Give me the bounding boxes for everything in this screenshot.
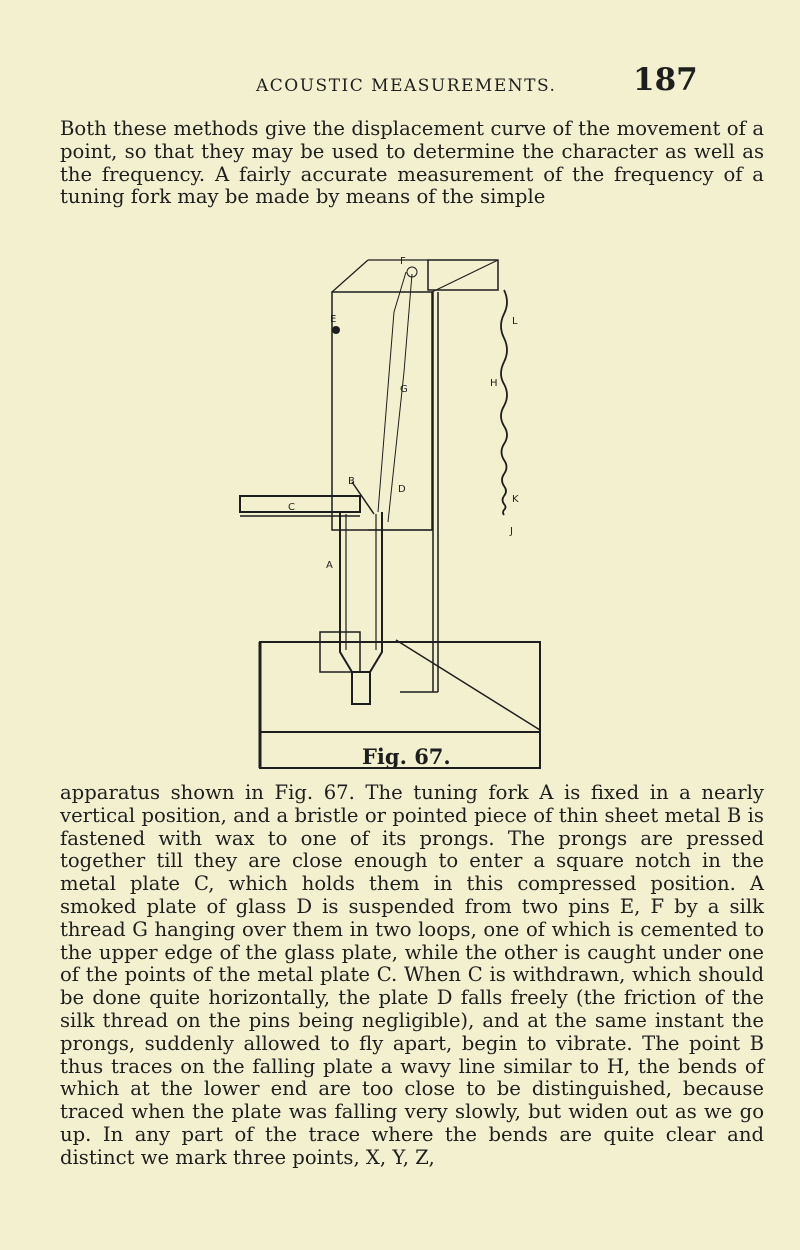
label-e: E xyxy=(330,314,337,325)
figure-67-apparatus xyxy=(228,252,548,770)
glass-plate-d xyxy=(332,292,432,530)
plate-top-right xyxy=(432,260,498,292)
page-header xyxy=(0,62,800,108)
metal-plate-c xyxy=(240,496,360,512)
wavy-trace-h xyxy=(501,290,507,515)
paragraph-intro: Both these methods give the displacement curve of the movement of a point, so that they may be used to determine the character as well as the frequency. A fairly accurate measurement of the frequency of a tuning fork may be made by means of the simple xyxy=(60,117,764,209)
label-c: C xyxy=(288,502,295,513)
pin-e xyxy=(332,326,340,334)
label-d: D xyxy=(398,484,406,495)
label-b: B xyxy=(348,476,355,487)
fork-stem xyxy=(352,672,370,704)
base-diagonal xyxy=(396,640,540,730)
label-k: K xyxy=(512,494,519,505)
label-l: L xyxy=(512,316,518,327)
figure-caption: Fig. 67. xyxy=(362,744,451,769)
apparatus-diagram xyxy=(228,252,548,770)
label-f: F xyxy=(400,256,406,267)
bristle-b xyxy=(352,482,374,514)
label-j: J xyxy=(510,526,513,537)
running-head: ACOUSTIC MEASUREMENTS. xyxy=(256,76,557,96)
label-g: G xyxy=(400,384,408,395)
paragraph-apparatus-description: apparatus shown in Fig. 67. The tuning fork A is fixed in a nearly vertical position, and a bristle or pointed piece of thin sheet metal B is fastened with wax to one of its prongs. The prongs are pressed together till they are close enough to enter a square notch in the metal plate C, which holds them in this compressed position. A smoked plate of glass D is suspended from two pins E, F by a silk thread G hanging over them in two loops, one of which is cemented to the upper edge of the glass plate, while the other is caught under one of the points of the metal plate C. When C is withdrawn, which should be done quite horizontally, the plate D falls freely (the friction of the silk thread on the pins being negligible), and at the same instant the prongs, suddenly allowed to fly apart, begin to vibrate. The point B thus traces on the falling plate a wavy line similar to H, the bends of which at the lower end are too close to be distinguished, because traced when the plate was falling very slowly, but widen out as we go up. In any part of the trace where the bends are quite clear and distinct we mark three points, X, Y, Z, xyxy=(60,781,764,1169)
label-a: A xyxy=(326,560,333,571)
plate-top-left xyxy=(332,260,368,292)
page-number: 187 xyxy=(633,62,698,98)
label-h: H xyxy=(490,378,498,389)
